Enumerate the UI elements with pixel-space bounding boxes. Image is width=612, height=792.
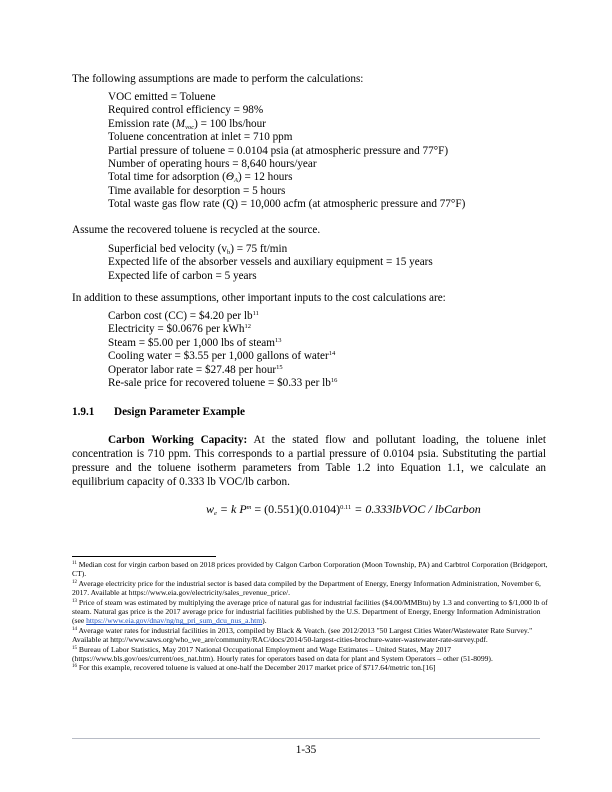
list-item: Expected life of the absorber vessels and auxiliary equipment = 15 years xyxy=(108,256,433,269)
assumptions-list-2 xyxy=(108,243,548,283)
list-item: Required control efficiency = 98% xyxy=(108,104,264,117)
list-item: Total time for adsorption $(\Theta_A) = 12$ hours xyxy=(108,171,293,185)
footnotes xyxy=(72,560,548,673)
list-item: Partial pressure of toluene = 0.0104 psia (at atmospheric pressure and 77°F) xyxy=(108,144,449,157)
footnote-ref[interactable]: 15 xyxy=(276,363,283,371)
footnote-ref[interactable]: 11 xyxy=(252,310,259,317)
page-number: 1-35 xyxy=(295,744,317,756)
list-item: VOC emitted = Toluene xyxy=(108,91,216,103)
section-number: 1.9.1 xyxy=(72,406,95,418)
list-item: Cooling water = $3.55 per 1,000 gallons of water$^{14}$ xyxy=(108,350,336,363)
list-item: Expected life of carbon = 5 years xyxy=(108,269,257,282)
footnote-divider xyxy=(72,556,216,557)
inputs-intro: In addition to these assumptions, other important inputs to the cost calculations are: xyxy=(72,292,446,304)
list-item: Re-sale price for recovered toluene = $0.33 per $lb^{16}$ xyxy=(108,377,338,390)
list-item: Emission rate $(M_{voc}) = 100$ lbs/hour xyxy=(108,117,266,131)
footnote-13: $^{13}$ Price of steam was estimated by multiplying the average price of natural gas for industrial facilities ($4.00/MMBtu) by 1.3 and converting to $/1,000 lb of steam. Natural gas price is the 2017 average price for industrial facilities published by the U.S. Department of Energy, Energy Information Administration (see https://www.eia.gov/dnav/ng/ng_pri_sum_dcu_nus_a.htm). xyxy=(72,597,548,626)
paragraph-body: At the stated flow and pollutant loading, the toluene inlet concentration is 710 ppm. This corresponds to a partial pressure of 0.0104 psia. Substituting the partial pressure and the toluene isotherm parameters from Table 1.2 into Equation 1.1, we calculate an equilibrium capacity of 0.333 lb VOC/lb carbon. xyxy=(72,434,546,488)
list-item: Toluene concentration at inlet = 710 ppm xyxy=(108,131,293,144)
assumptions-list xyxy=(108,91,548,212)
list-item: Carbon cost (CC) = $4.20 per $lb^{11}$ xyxy=(108,310,259,322)
section-heading xyxy=(72,406,245,418)
list-item: Number of operating hours = 8,640 hours/year xyxy=(108,158,317,171)
list-item: Superficial bed velocity $(v_b) = 75$ ft/min xyxy=(108,243,288,256)
footnote-12: $^{12}$ Average electricity price for the industrial sector is based data compiled by the Department of Energy, Energy Information Administration, November 6, 2017. Available at https://www.eia.gov/electricity/sales_revenue_price/. xyxy=(72,578,541,598)
footnote-15: $^{15}$ Bureau of Labor Statistics, May 2017 National Occupational Employment and Wage Estimates – United States, May 2017 (https://www.bls.gov/oes/current/oes_nat.htm). Hourly rates for operators based on data for plant and System Operators – other (51-8099). xyxy=(72,644,493,664)
design-paragraph xyxy=(72,433,546,489)
footnote-ref[interactable]: 16 xyxy=(330,377,338,385)
footnote-14: $^{14}$ Average water rates for industrial facilities in 2013, compiled by Black & Veatch. (see 2012/2013 "50 Largest Cities Water/Wastewater Rate Survey." Available at http://www.saws.org/who_we_are/community/RAC/docs/2014/50-largest-cities-brochure-water-wastewater-rate-survey.pdf. xyxy=(72,625,533,645)
footnote-ref[interactable]: 12 xyxy=(244,323,251,331)
eia-link[interactable]: https://www.eia.gov/dnav/ng/ng_pri_sum_dcu_nus_a.htm xyxy=(86,616,263,626)
list-item: Operator labor rate = $27.48 per hour$^{15}$ xyxy=(108,363,283,376)
list-item: Time available for desorption = 5 hours xyxy=(108,184,286,197)
footnote-16: $^{16}$ For this example, recovered toluene is valued at one-half the December 2017 market price of $717.64/metric ton.[16] xyxy=(72,663,436,673)
footnote-11: $^{11}$ Median cost for virgin carbon based on 2018 prices provided by Calgon Carbon Corporation (Moon Township, PA) and Carbtrol Corporation (Bridgeport, CT). xyxy=(72,560,548,579)
capacity-equation: $w_e = k$ $P^m = (0.551)(0.0104)^{0.11}$ = 0.333lbVOC / lbCarbon xyxy=(206,502,481,517)
list-item: Steam = $5.00 per 1,000 lbs of steam$^{13}$ xyxy=(108,336,282,349)
assumptions-intro: The following assumptions are made to perform the calculations: xyxy=(72,73,364,85)
paragraph-lead: Carbon Working Capacity: xyxy=(108,434,248,446)
list-item: Electricity = $0.0676 per kWh$^{12}$ xyxy=(108,323,251,336)
list-item: Total waste gas flow rate (Q) = 10,000 acfm (at atmospheric pressure and 77°F) xyxy=(108,198,466,211)
page-footer-divider xyxy=(72,738,540,739)
inputs-list xyxy=(108,310,548,390)
recycled-statement: Assume the recovered toluene is recycled at the source. xyxy=(72,224,321,236)
footnote-ref[interactable]: 13 xyxy=(274,336,282,344)
section-title: Design Parameter Example xyxy=(114,406,245,418)
footnote-ref[interactable]: 14 xyxy=(328,350,336,358)
